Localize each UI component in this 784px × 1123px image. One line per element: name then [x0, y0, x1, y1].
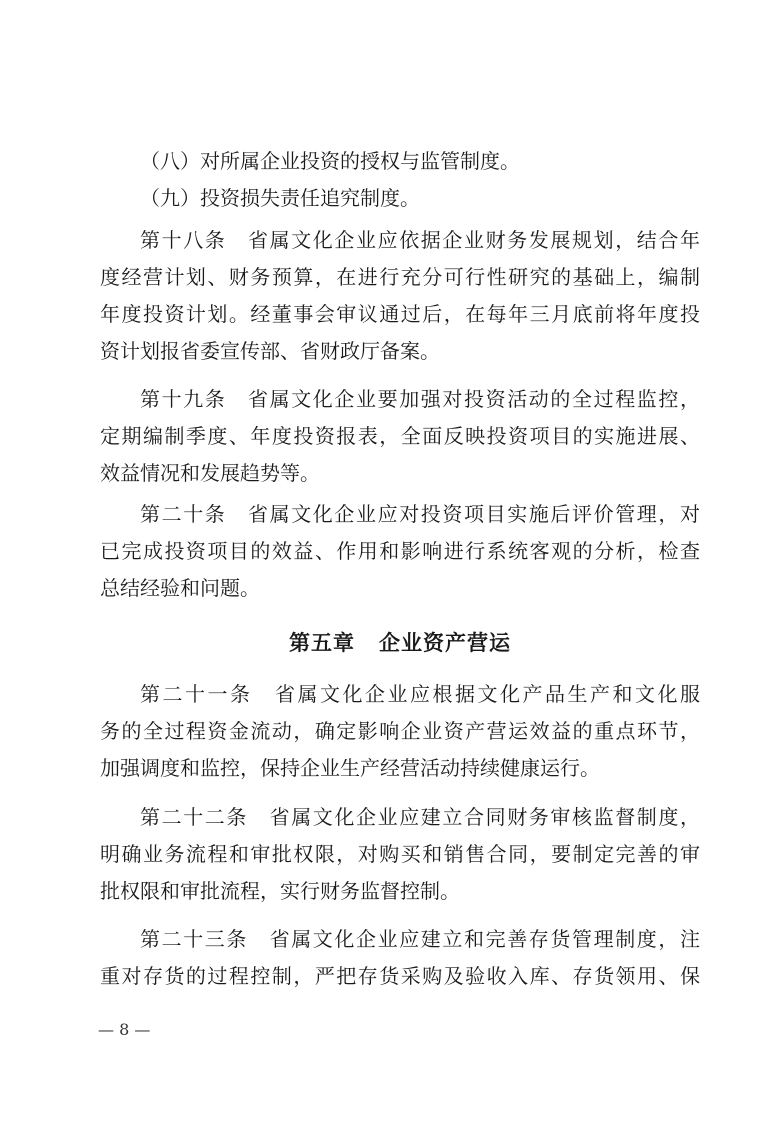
- page-number: — 8 —: [98, 1020, 151, 1039]
- text-line: 明确业务流程和审批权限，对购买和销售合同，要制定完善的审: [100, 842, 700, 866]
- text-line: 第二十二条 省属文化企业应建立合同财务审核监督制度，: [140, 805, 700, 829]
- article-20: [100, 496, 700, 607]
- text-line: 资计划报省委宣传部、省财政厅备案。: [100, 339, 440, 363]
- text-line: 第十八条 省属文化企业应依据企业财务发展规划，结合年: [140, 228, 700, 252]
- text-line: 年度投资计划。经董事会审议通过后，在每年三月底前将年度投: [100, 302, 700, 326]
- text-line: 加强调度和监控，保持企业生产经营活动持续健康运行。: [100, 756, 600, 780]
- text-line: 已完成投资项目的效益、作用和影响进行系统客观的分析，检查: [100, 539, 700, 563]
- article-18: [100, 222, 700, 370]
- text-line: 第二十一条 省属文化企业应根据文化产品生产和文化服: [140, 682, 700, 706]
- article-19: [100, 381, 700, 492]
- paragraph-item-8: [100, 143, 700, 180]
- text-line: 度经营计划、财务预算，在进行充分可行性研究的基础上，编制: [100, 265, 700, 289]
- text-line: （九）投资损失责任追究制度。: [140, 186, 420, 210]
- chapter-heading: [100, 627, 700, 657]
- text-line: 重对存货的过程控制，严把存货采购及验收入库、存货领用、保: [100, 964, 700, 988]
- article-21: [100, 676, 700, 787]
- text-line: 务的全过程资金流动，确定影响企业资产营运效益的重点环节，: [100, 719, 700, 743]
- article-22: [100, 799, 700, 910]
- article-23: [100, 921, 700, 995]
- text-line: 第二十条 省属文化企业应对投资项目实施后评价管理，对: [140, 502, 700, 526]
- text-line: 总结经验和问题。: [100, 576, 260, 600]
- chapter-title: 企业资产营运: [379, 631, 511, 655]
- text-line: （八）对所属企业投资的授权与监管制度。: [140, 149, 520, 173]
- chapter-number: 第五章: [289, 631, 355, 655]
- text-line: 批权限和审批流程，实行财务监督控制。: [100, 879, 460, 903]
- text-line: 第十九条 省属文化企业要加强对投资活动的全过程监控，: [140, 387, 700, 411]
- text-line: 第二十三条 省属文化企业应建立和完善存货管理制度，注: [140, 927, 700, 951]
- paragraph-item-9: [100, 180, 700, 217]
- text-line: 定期编制季度、年度投资报表，全面反映投资项目的实施进展、: [100, 424, 700, 448]
- text-line: 效益情况和发展趋势等。: [100, 461, 320, 485]
